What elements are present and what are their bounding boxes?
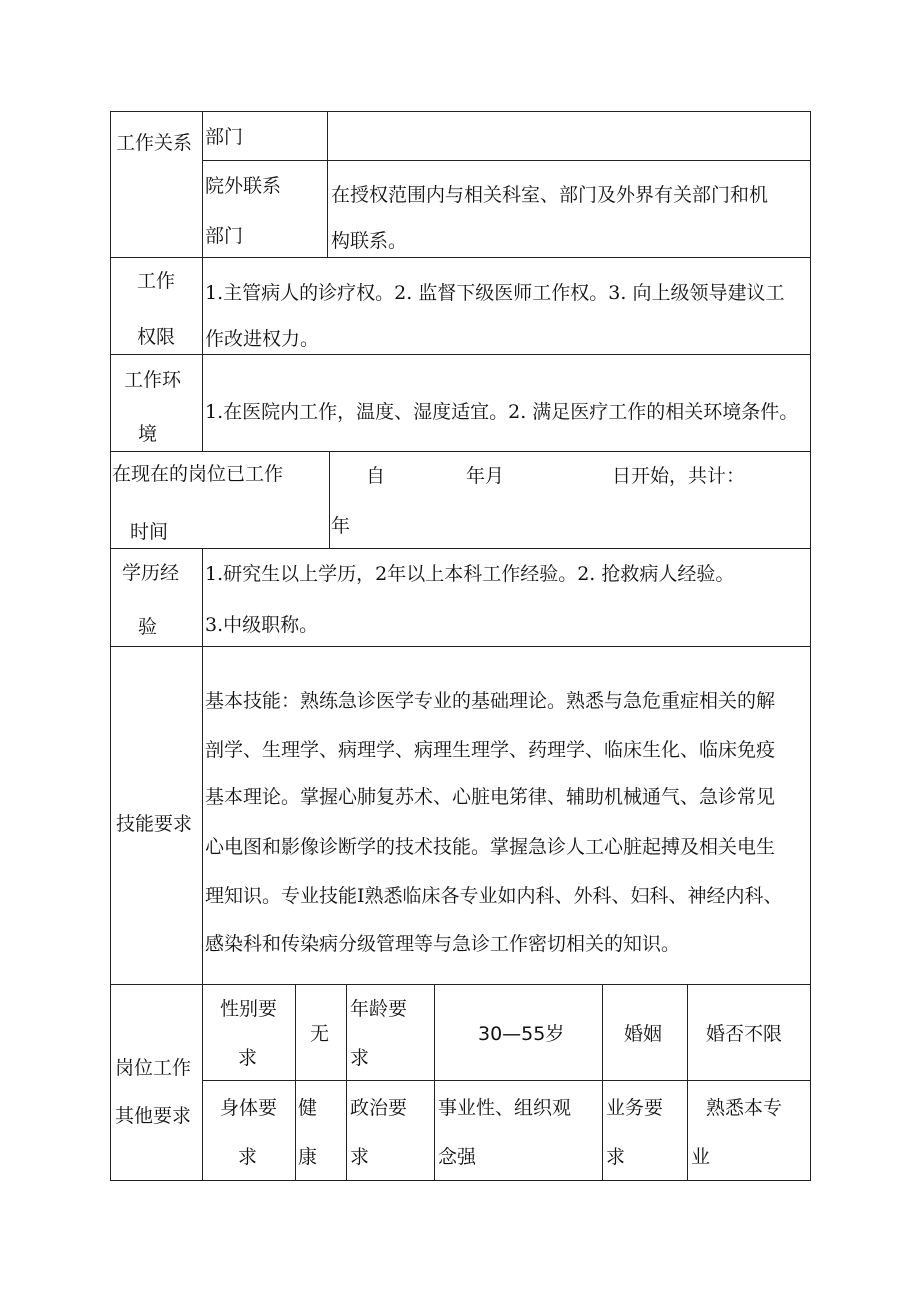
skills-line: 心电图和影像诊断学的技术技能。掌握急诊人工心脏起搏及相关电生 — [205, 836, 776, 858]
skills-line: 理知识。专业技能I熟悉临床各专业如内科、外科、妇科、神经内科、 — [205, 885, 783, 907]
business-value: 业 — [691, 1146, 711, 1168]
skills-line: 基本理论。掌握心肺复苏术、心脏电笫律、辅助机械通气、急诊常见 — [205, 786, 776, 808]
dept-label: 部门 — [205, 126, 244, 148]
age-label: 求 — [350, 1047, 370, 1069]
authority-value: 1.主管病人的诊疗权。2. 监督下级医师工作权。3. 向上级领导建议工 — [205, 282, 785, 304]
tenure-year-month: 年月 — [466, 465, 505, 487]
grid-line — [110, 1180, 811, 1181]
other-label: 其他要求 — [115, 1105, 192, 1127]
politics-value: 事业性、组织观 — [438, 1097, 572, 1119]
environment-label: 工作环 — [124, 369, 182, 391]
environment-label: 境 — [138, 423, 158, 445]
authority-label: 工作 — [137, 270, 176, 292]
health-label: 身体要 — [220, 1097, 278, 1119]
grid-line — [202, 111, 203, 451]
grid-line — [110, 451, 811, 452]
grid-line — [434, 984, 435, 1181]
education-label: 学历经 — [122, 562, 180, 584]
tenure-label: 在现在的岗位已工作 — [112, 463, 284, 485]
skills-line: 剖学、生理学、病理学、病理生理学、药理学、临床生化、临床免疫 — [205, 739, 776, 761]
grid-line — [110, 984, 811, 985]
authority-label: 权限 — [137, 326, 176, 348]
education-value: 3.中级职称。 — [205, 614, 319, 636]
external-dept-label: 部门 — [205, 225, 244, 247]
grid-line — [810, 111, 811, 1181]
grid-line — [110, 646, 811, 647]
health-value: 健 — [298, 1097, 318, 1119]
politics-label: 求 — [350, 1146, 370, 1168]
grid-line — [202, 548, 203, 1181]
gender-value: 无 — [310, 1023, 330, 1045]
grid-line — [602, 984, 603, 1181]
external-dept-value: 在授权范围内与相关科室、部门及外界有关部门和机 — [331, 184, 769, 206]
grid-line — [329, 451, 330, 548]
age-value: 30—55岁 — [478, 1023, 565, 1045]
business-label: 求 — [606, 1146, 626, 1168]
grid-line — [346, 984, 347, 1181]
gender-label: 求 — [238, 1047, 258, 1069]
politics-value: 念强 — [438, 1146, 477, 1168]
grid-line — [110, 257, 811, 258]
politics-label: 政治要 — [350, 1097, 408, 1119]
tenure-from: 自 — [366, 465, 386, 487]
skills-label: 技能要求 — [116, 813, 193, 835]
grid-line — [202, 160, 811, 161]
grid-line — [110, 354, 811, 355]
grid-line — [110, 548, 811, 549]
relations-label: 工作关系 — [116, 132, 193, 154]
tenure-label: 时间 — [130, 521, 169, 543]
external-dept-label: 院外联系 — [205, 175, 282, 197]
tenure-day-start: 日开始，共计： — [612, 465, 746, 487]
environment-value: 1.在医院内工作，温度、湿度适宜。2. 满足医疗工作的相关环境条件。 — [205, 401, 799, 423]
grid-line — [110, 111, 811, 112]
health-label: 求 — [238, 1146, 258, 1168]
grid-line — [295, 984, 296, 1181]
marriage-value: 婚否不限 — [706, 1023, 783, 1045]
grid-line — [202, 1080, 811, 1081]
grid-line — [110, 111, 111, 1181]
education-value: 1.研究生以上学历，2年以上本科工作经验。2. 抢救病人经验。 — [205, 563, 735, 585]
gender-label: 性别要 — [220, 998, 278, 1020]
grid-line — [327, 111, 328, 257]
education-label: 验 — [138, 616, 158, 638]
age-label: 年龄要 — [350, 998, 408, 1020]
skills-line: 基本技能：熟练急诊医学专业的基础理论。熟悉与急危重症相关的解 — [205, 690, 776, 712]
business-label: 业务要 — [606, 1097, 664, 1119]
health-value: 康 — [298, 1146, 318, 1168]
other-label: 岗位工作 — [115, 1057, 192, 1079]
authority-value: 作改进权力。 — [205, 328, 320, 350]
business-value: 熟悉本专 — [706, 1097, 783, 1119]
grid-line — [687, 984, 688, 1181]
external-dept-value: 构联系。 — [331, 230, 408, 252]
marriage-label: 婚姻 — [624, 1023, 663, 1045]
tenure-years: 年 — [331, 515, 351, 537]
skills-line: 感染科和传染病分级管理等与急诊工作密切相关的知识。 — [205, 933, 681, 955]
